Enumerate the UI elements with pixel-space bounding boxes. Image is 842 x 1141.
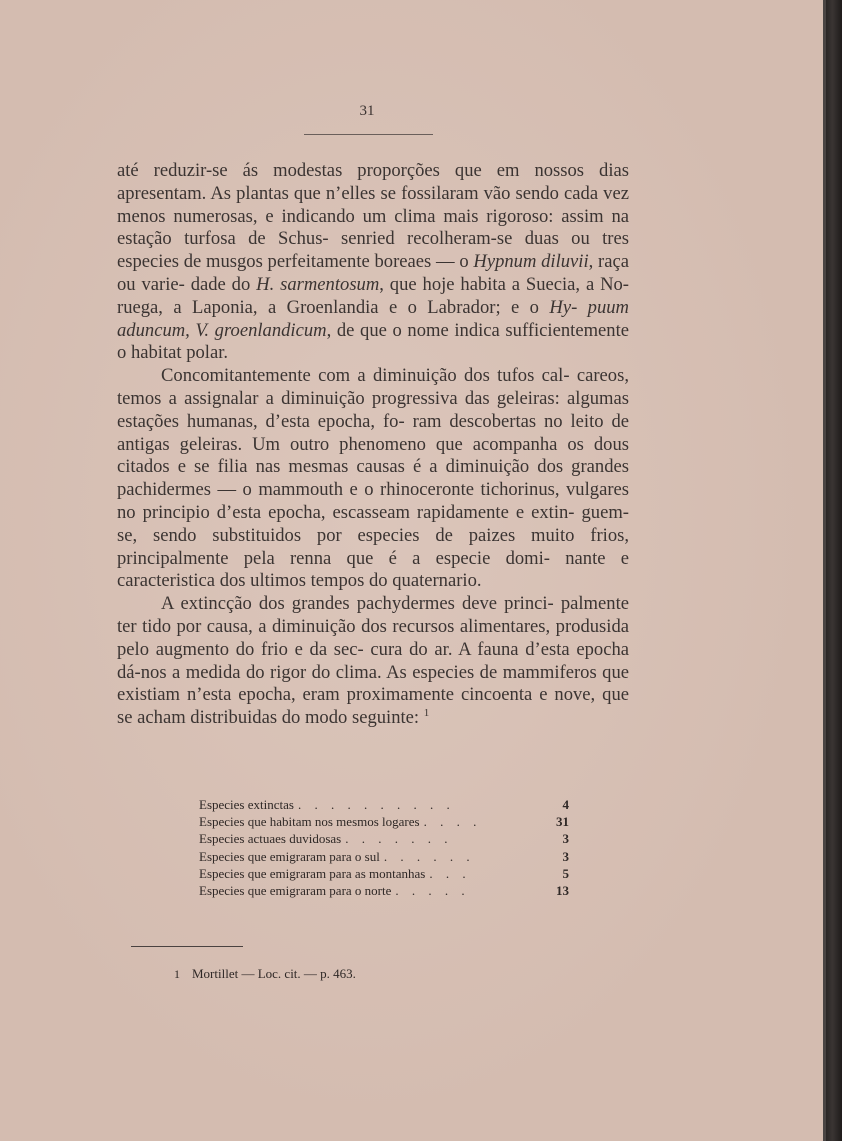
row-label: Especies que emigraram para o sul [199, 848, 380, 864]
row-leader-dots: . . . . . [395, 882, 470, 898]
body-text [117, 160, 629, 730]
text-run: A extincção dos grandes pachydermes deve princi- palmente ter tido por causa, a diminuição dos recursos alimentares, produsida pelo augmento do frio e da sec- cura do ar. A fauna d’esta epocha dá-nos a medida do rigor do clima. As especies de mammiferos que existiam n’esta epocha, eram proximamente cincoenta e nove, que se acham distribuidas do modo seguinte: [117, 593, 629, 729]
row-leader-dots: . . . . . . [383, 848, 475, 864]
row-label: Especies que emigraram para o norte [199, 882, 392, 898]
italic-term: Hypnum diluvii [473, 251, 589, 273]
row-leader-dots: . . . . . . . . . . [297, 797, 455, 812]
row-value: 31 [556, 814, 569, 830]
row-label: Especies que habitam nos mesmos logares [199, 814, 420, 830]
table-row [199, 813, 569, 830]
paragraph [117, 365, 629, 593]
species-distribution-table [199, 796, 569, 899]
header-rule [304, 134, 433, 135]
text-run: , raça ou varie- dade do [117, 251, 629, 295]
italic-term: Hy- puum aduncum, V. groenlandicum [117, 296, 629, 341]
row-label: Especies que emigraram para as montanhas [199, 865, 426, 881]
paragraph [117, 160, 629, 365]
footnote-reference: 1 [423, 706, 430, 719]
footnote-rule [131, 946, 243, 947]
row-value: 3 [562, 848, 569, 864]
row-leader-dots: . . . [429, 865, 471, 881]
italic-term: H. sarmentosum [256, 273, 380, 295]
table-row [199, 882, 569, 899]
page-number: 31 [359, 103, 375, 119]
text-run: Concomitantemente com a diminuição dos tufos cal- careos, temos a assignalar a diminuição progressiva das geleiras: algumas estações humanas, d’esta epocha, fo- ram descobertas no leito de antigas geleiras. Um outro phenomeno que acompanha os dous citados e se filia nas mesmas causas é a diminuição dos grandes pachidermes — o mammouth e o rhinoceronte tichorinus, vulgares no principio d’esta epocha, escasseam rapidamente e extin- guem-se, sendo substituidos por especies de paizes muito frios, principalmente pela renna que é a especie domi- nante e caracteristica dos ultimos tempos do quaternario. [117, 365, 629, 592]
row-leader-dots: . . . . [423, 814, 482, 830]
text-run: até reduzir-se ás modestas proporções que em nossos dias apresentam. As plantas que n’elles se fossilaram vão sendo cada vez menos numerosas, e indicando um clima mais rigoroso: assim na estação turfosa de Schus- senried recolheram-se duas ou tres especies de musgos perfeitamente boreaes — o [117, 160, 629, 273]
row-value: 13 [556, 882, 569, 898]
row-value: 4 [562, 797, 569, 812]
footnote [174, 966, 356, 982]
row-leader-dots: . . . . . . . [345, 831, 453, 847]
book-edge [826, 0, 842, 1141]
table-row [199, 830, 569, 847]
row-value: 3 [562, 831, 569, 847]
paragraph [117, 593, 629, 730]
table-row [199, 865, 569, 882]
row-label: Especies extinctas [199, 797, 294, 812]
row-value: 5 [562, 865, 569, 881]
text-run: , que hoje habita a Suecia, a No- ruega, a Laponia, a Groenlandia e o Labrador; e o [117, 273, 629, 318]
footnote-text: Mortillet — Loc. cit. — p. 463. [192, 966, 356, 981]
table-row [199, 848, 569, 865]
table-row [199, 796, 569, 813]
text-run: , de que o nome indica sufficientemente o habitat polar. [117, 319, 629, 364]
row-label: Especies actuaes duvidosas [199, 831, 342, 847]
footnote-mark: 1 [174, 967, 180, 981]
